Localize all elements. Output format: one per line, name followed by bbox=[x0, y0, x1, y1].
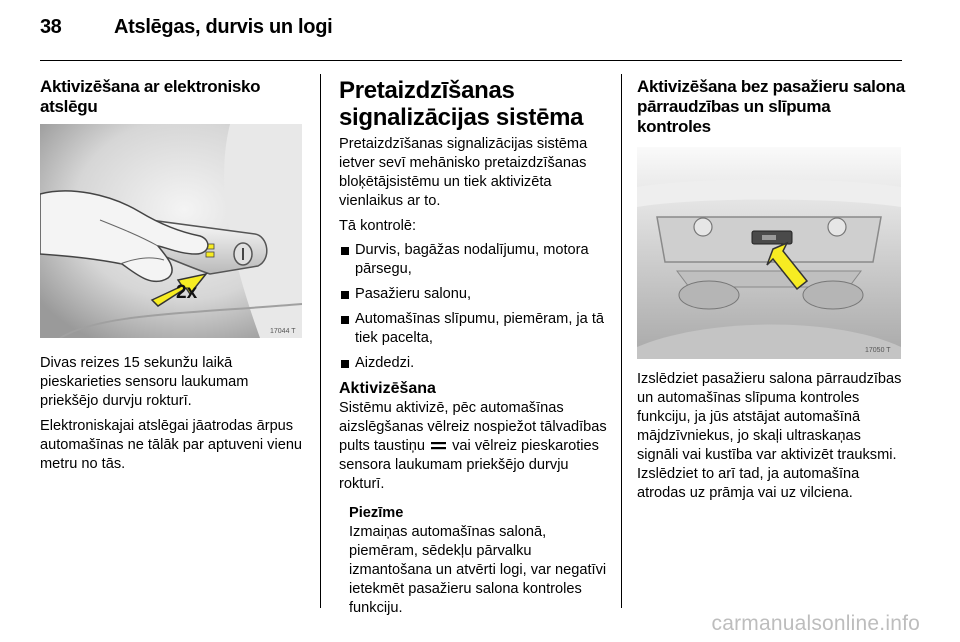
section-heading: Aktivizēšana bez pasažieru salona pārraudzības un slīpuma kontroles bbox=[637, 77, 905, 136]
column-divider bbox=[621, 74, 622, 608]
list-item: Durvis, bagāžas nodalījumu, motora pārsegu, bbox=[339, 241, 607, 279]
list-item: Automašīnas slīpumu, piemēram, ja tā tiek pacelta, bbox=[339, 310, 607, 348]
section-heading: Aktivizēšana ar elektronisko atslēgu bbox=[40, 77, 261, 116]
section-heading: Pretaizdzīšanas signalizācijas sistēma bbox=[339, 77, 584, 131]
column-divider bbox=[320, 74, 321, 608]
interior-switch-figure bbox=[637, 147, 901, 359]
controls-label: Tā kontrolē: bbox=[339, 218, 417, 234]
list-item: Pasažieru salonu, bbox=[339, 285, 607, 304]
note-text: Izmaiņas automašīnas salonā, piemēram, sēdekļu pārvalku izmantošana un atvērti logi, var negatīvi ietekmēt pasažieru salona kontroles funkciju. bbox=[349, 524, 607, 616]
page-number: 38 bbox=[40, 16, 62, 38]
figure-code: 17044 T bbox=[270, 328, 296, 335]
controls-list bbox=[339, 241, 607, 373]
door-handle-figure bbox=[40, 124, 302, 338]
figure-badge: 2x bbox=[176, 282, 198, 303]
paragraph: Pretaizdzīšanas signalizācijas sistēma ietver sevī mehānisko pretaizdzīšanas bloķētājsistēmu un tiek aktivizēta vienlaikus ar to. bbox=[339, 136, 588, 209]
chapter-title: Atslēgas, durvis un logi bbox=[114, 16, 333, 38]
column-electronic-key bbox=[40, 77, 306, 474]
paragraph: Izslēdziet pasažieru salona pārraudzības un automašīnas slīpuma kontroles funkciju, ja jūs atstājat automašīnā mājdzīvniekus, jo skaļi ultraskaņas signāli vai kustība var aktivizēt trauksmi. Izslēdziet to arī tad, ja automašīna atrodas uz prāmja vai uz vilciena. bbox=[637, 371, 902, 501]
note-box bbox=[349, 504, 607, 618]
lock-key-icon bbox=[431, 441, 446, 451]
list-item: Aizdedzi. bbox=[339, 354, 607, 373]
paragraph: Sistēmu aktivizē, pēc automašīnas aizslēgšanas vēlreiz nospiežot tālvadības pults taustiņu vai vēlreiz pieskaroties sensora laukumam priekšējo durvju rokturī. bbox=[339, 400, 607, 492]
subheading: Aktivizēšana bbox=[339, 380, 436, 397]
paragraph: Elektroniskajai atslēgai jāatrodas ārpus automašīnas ne tālāk par aptuveni vienu metru no tās. bbox=[40, 418, 303, 472]
watermark: carmanualsonline.info bbox=[711, 612, 920, 635]
header-rule bbox=[40, 60, 902, 61]
figure-code: 17050 T bbox=[865, 347, 891, 354]
paragraph: Divas reizes 15 sekunžu laikā pieskarieties sensoru laukumam priekšējo durvju rokturī. bbox=[40, 355, 249, 409]
column-anti-theft bbox=[339, 77, 607, 618]
note-title: Piezīme bbox=[349, 505, 404, 521]
column-deactivation bbox=[637, 77, 905, 503]
